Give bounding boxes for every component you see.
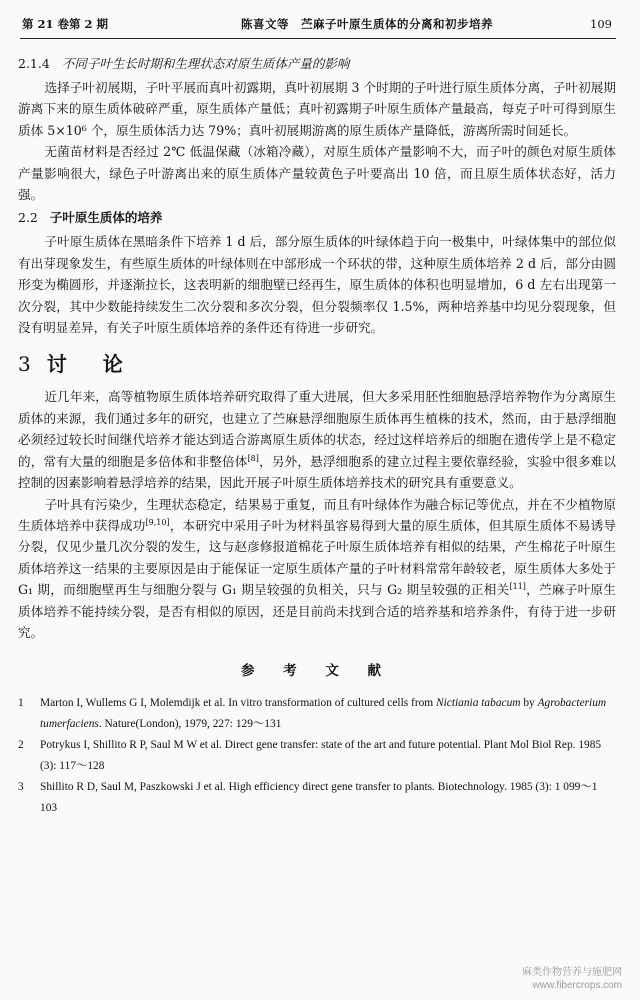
text-run: 近几年来，高等植物原生质体培养研究取得了重大进展，但大多采用胚性细胞悬浮培养物作为分离原生质体的来源，我们通过多年的研究，也建立了苎麻悬浮细胞原生质体再生植株的技术，然而，由于悬浮细胞必须经过较长时间继代培养才能达到适合游离原生质体的状态，经过这样培养后的细胞在遗传学上是不稳定的，常有大量的细胞是多倍体和非整倍体 [18, 389, 616, 469]
text-run: ，另外，悬浮细胞系的建立过程主要依靠经验，实验中很多难以控制的因素影响着悬浮培养的结果，因此开展子叶原生质体培养技术的研究具有重要意义。 [18, 453, 617, 491]
article-body [18, 54, 616, 819]
watermark-line: www.fibercrops.com [532, 980, 622, 991]
section-number: 3 [18, 352, 31, 377]
text-run: by [520, 697, 538, 710]
citation: [9,10] [145, 517, 170, 527]
watermark-line: 麻类作物营养与施肥网 [522, 967, 622, 978]
reference-text [40, 693, 616, 735]
journal-volume: 第 21 卷第 2 期 [22, 17, 109, 31]
section-3-heading [18, 350, 616, 378]
running-header [22, 14, 612, 34]
text-run: Marton I, Wullems G I, Molemdijk et al. In vitro transformation of cultured cells from [40, 697, 437, 710]
paragraph: 选择子叶初展期，子叶平展而真叶初露期，真叶初展期 3 个时期的子叶进行原生质体分离，子叶初展期游离下来的原生质体破碎严重，原生质体产量低；真叶初露期子叶原生质体产量最高，每克子叶可得到原生质体 5×10⁶ 个，原生质体活力达 79%；真叶初展期游离的原生质体产量降低，游离所需时间延长。 [18, 80, 616, 138]
reference-text: Potrykus I, Shillito R P, Saul M W et al. Direct gene transfer: state of the art and future potential. Plant Mol Biol Rep. 1985 (3): 117～128 [40, 739, 602, 773]
italic-run: Nictiania tabacum [436, 697, 521, 710]
paragraph [18, 386, 616, 493]
section-title: 不同子叶生长时期和生理状态对原生质体产量的影响 [61, 56, 350, 71]
section-2-2-heading [18, 208, 616, 228]
section-number: 2.2 [18, 210, 38, 226]
section-title: 子叶原生质体的培养 [49, 210, 163, 226]
italic-run: Agrobacterium tumerfaciens [40, 697, 607, 731]
page-number: 109 [590, 17, 612, 31]
citation: [11] [509, 581, 526, 591]
reference-text: Shillito R D, Saul M, Paszkowski J et al. High efficiency direct gene transfer to plants. Biotechnology. 1985 (3): 1 099～1 103 [40, 781, 598, 815]
citation: [8] [247, 453, 259, 463]
running-title: 陈喜文等 苎麻子叶原生质体的分离和初步培养 [241, 17, 493, 31]
paragraph: 无菌苗材料是否经过 2℃ 低温保藏（冰箱冷藏），对原生质体产量影响不大，而子叶的颜色对原生质体产量影响很大，绿色子叶游离出来的原生质体产量较黄色子叶要高出 10 倍，而且原生质体状态好，活力强。 [18, 144, 616, 203]
reference-number: 2 [18, 739, 24, 752]
section-2-1-4-heading [18, 54, 616, 74]
reference-item [18, 735, 616, 777]
watermark [522, 966, 622, 992]
reference-item [18, 777, 616, 819]
reference-item [18, 693, 616, 735]
text-run: 子叶具有污染少，生理状态稳定，结果易于重复，而且有叶绿体作为融合标记等优点，并在不少植物原生质体培养中获得成功 [18, 496, 616, 533]
reference-number: 1 [18, 697, 24, 710]
text-run: . Nature(London), 1979, 227: 129～131 [98, 718, 282, 731]
text-run: ，苎麻子叶原生质体培养不能持续分裂，是否有相似的原因，还是目前尚未找到合适的培养基和培养条件，有待于进一步研究。 [18, 582, 617, 640]
text-run: ，本研究中采用子叶为材料虽容易得到大量的原生质体，但其原生质体不易诱导分裂，仅见少量几次分裂的发生，这与赵彦修报道棉花子叶原生质体培养有相似的结果，产生棉花子叶原生质体培养这一结果的主要原因是由于能保证一定原生质体产量的子叶材料常常年龄较老，原生质体大多处于 G₁ 期，而细胞壁再生与细胞分裂与 G₁ 期呈较强的负相关，只与 G₂ 期呈较强的正相关 [18, 517, 617, 598]
reference-number: 3 [18, 781, 24, 794]
section-title: 讨 论 [46, 352, 131, 377]
header-rule [20, 38, 616, 39]
paragraph [18, 494, 616, 644]
paragraph: 子叶原生质体在黑暗条件下培养 1 d 后，部分原生质体的叶绿体趋于向一极集中，叶绿体集中的部位似有出芽现象发生，有些原生质体的叶绿体则在中部形成一个环状的带，这种原生质体培养 2 d 后，部分由圆形变为椭圆形，并逐渐拉长，这表明新的细胞壁已经再生，原生质体的体积也明显增加，6 d 左右出现第一次分裂，其中少数能持续发生二次分裂和多次分裂，但分裂频率仅 1.5%，两种培养基中均见分裂现象，但没有明显差异，有关子叶原生质体培养的条件还有待进一步研究。 [18, 234, 616, 336]
section-number: 2.1.4 [18, 56, 50, 71]
references-heading: 参 考 文 献 [240, 663, 394, 680]
